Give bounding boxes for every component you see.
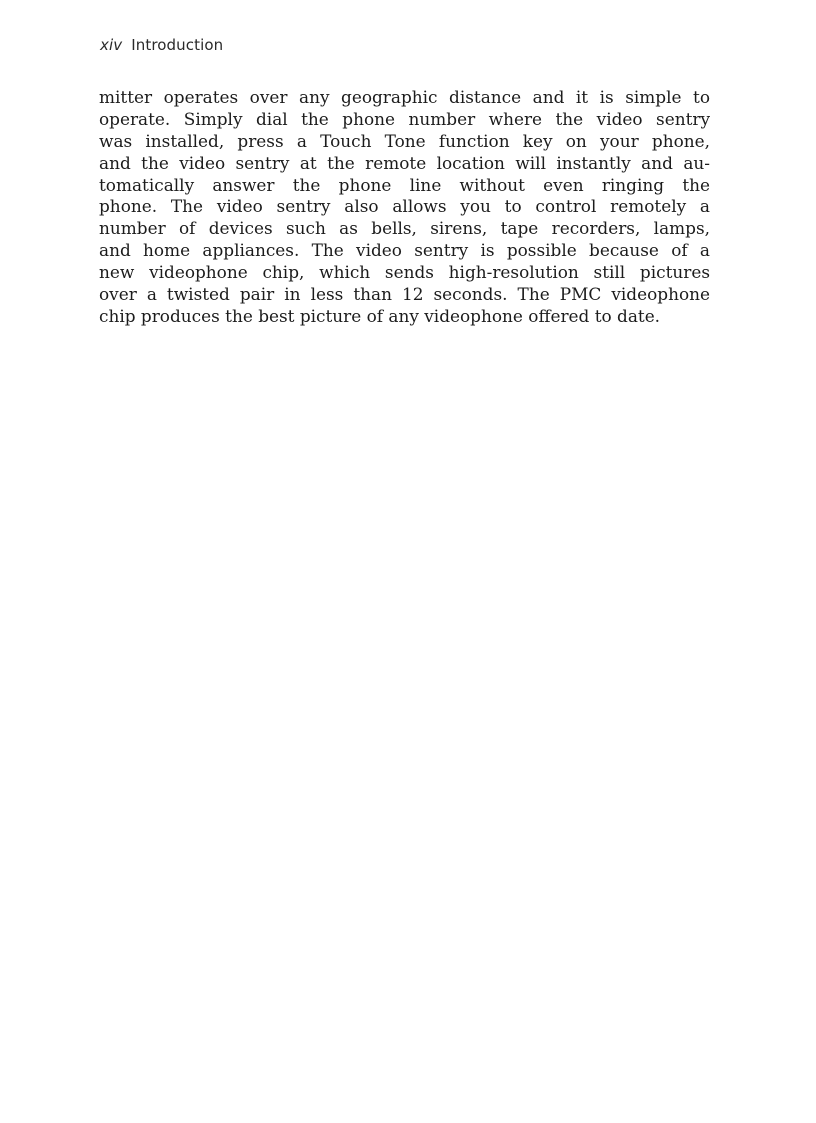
text-line: mitter operates over any geographic distance and it is simple to xyxy=(99,87,710,107)
section-title: Introduction xyxy=(131,36,224,54)
text-line: number of devices such as bells, sirens, tape recorders, lamps, xyxy=(99,218,710,239)
text-line: tomatically answer the phone line without even ringing the xyxy=(99,174,710,195)
text-line: was installed, press a Touch Tone function key on your phone, xyxy=(99,130,710,151)
text-line: and the video sentry at the remote location will instantly and au- xyxy=(99,152,710,173)
text-line: chip produces the best picture of any videophone offered to date. xyxy=(99,305,661,326)
running-head xyxy=(100,36,223,54)
text-line: phone. The video sentry also allows you to control remotely a xyxy=(99,196,710,217)
text-line: and home appliances. The video sentry is possible because of a xyxy=(99,240,710,261)
page-number: xiv xyxy=(100,36,123,54)
text-line: over a twisted pair in less than 12 seconds. The PMC videophone xyxy=(99,284,710,305)
text-line: operate. Simply dial the phone number where the video sentry xyxy=(99,108,710,129)
body-paragraph xyxy=(99,87,710,328)
text-line: new videophone chip, which sends high-resolution still pictures xyxy=(99,262,710,283)
